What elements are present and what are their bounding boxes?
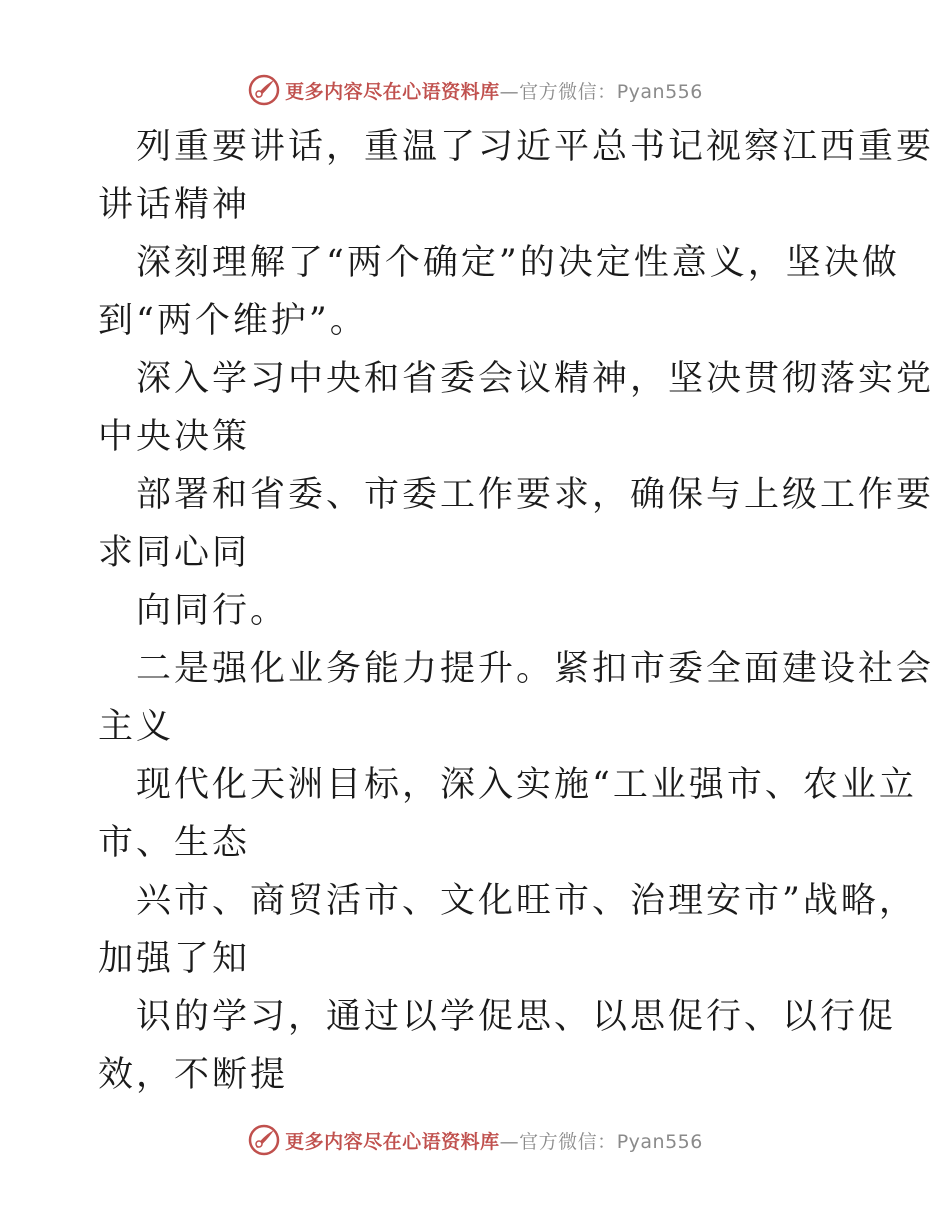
text-line: 兴市、商贸活市、文化旺市、治理安市”战略， xyxy=(136,881,917,921)
banner-dash: — xyxy=(499,80,520,103)
text-line: 讲话精神 xyxy=(98,185,251,225)
text-line: 到“两个维护”。 xyxy=(98,301,368,341)
text-line: 列重要讲话，重温了习近平总书记视察江西重要 xyxy=(136,127,935,167)
text-line: 现代化天洲目标，深入实施“工业强市、农业立 xyxy=(136,765,917,805)
banner-dash: — xyxy=(499,1130,520,1153)
text-line: 求同心同 xyxy=(98,533,251,573)
text-line: 部署和省委、市委工作要求，确保与上级工作要 xyxy=(136,475,935,515)
banner-wechat-id: Pyan556 xyxy=(616,1130,703,1153)
text-line: 二是强化业务能力提升。紧扣市委全面建设社会 xyxy=(136,649,935,689)
quill-seal-icon xyxy=(247,1123,281,1157)
header-banner xyxy=(0,70,950,110)
footer-banner xyxy=(0,1120,950,1160)
text-line: 效，不断提 xyxy=(98,1055,289,1095)
banner-wechat-label: 官方微信： xyxy=(519,80,617,103)
banner-main-text: 更多内容尽在心语资料库 xyxy=(285,80,500,103)
text-line: 主义 xyxy=(98,707,175,747)
text-line: 加强了知 xyxy=(98,939,251,979)
text-line: 向同行。 xyxy=(136,591,289,631)
banner-text xyxy=(285,1127,703,1154)
banner-wechat-label: 官方微信： xyxy=(519,1130,617,1153)
text-line: 深入学习中央和省委会议精神，坚决贯彻落实党 xyxy=(136,359,935,399)
quill-seal-icon xyxy=(247,73,281,107)
text-line: 中央决策 xyxy=(98,417,251,457)
banner-text xyxy=(285,77,703,104)
banner-main-text: 更多内容尽在心语资料库 xyxy=(285,1130,500,1153)
banner-wechat-id: Pyan556 xyxy=(616,80,703,103)
document-body xyxy=(98,118,935,1104)
text-line: 识的学习，通过以学促思、以思促行、以行促 xyxy=(136,997,897,1037)
text-line: 深刻理解了“两个确定”的决定性意义，坚决做 xyxy=(136,243,900,283)
text-line: 市、生态 xyxy=(98,823,251,863)
